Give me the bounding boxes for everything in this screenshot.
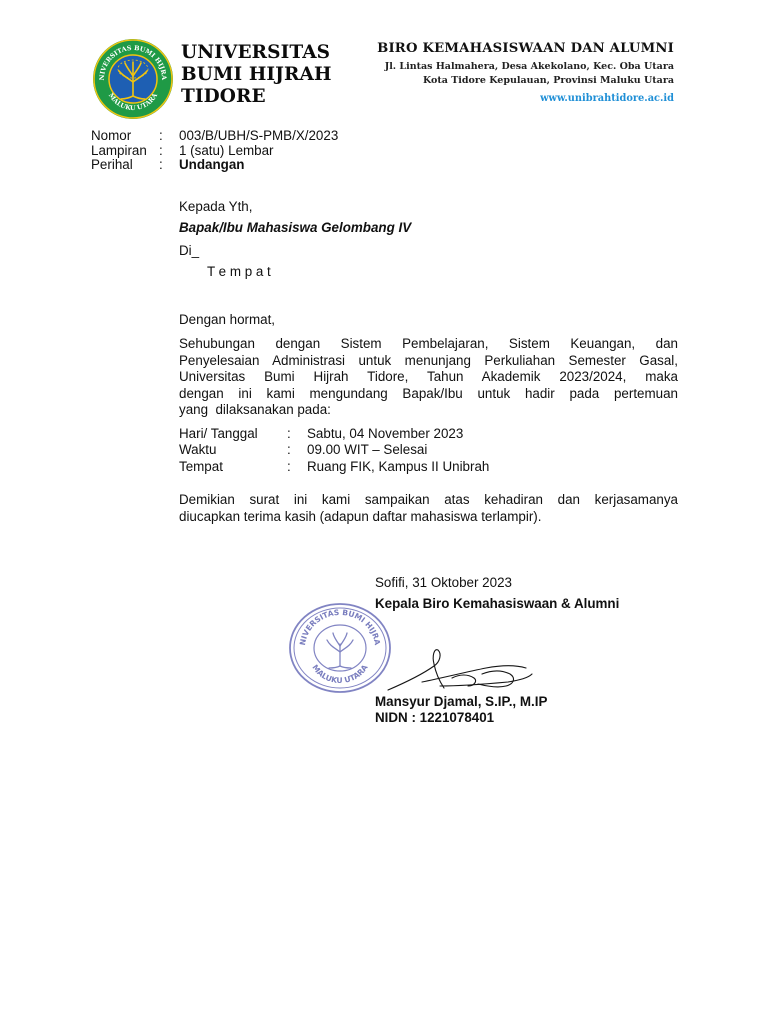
reference-colon: :: [159, 157, 163, 173]
svg-text:UNIVERSITAS BUMI HIJRAH: NIVERSITAS BUMI HIJRA: [298, 607, 382, 647]
bureau-header: [377, 41, 674, 104]
reference-value: 003/B/UBH/S-PMB/X/2023: [179, 128, 339, 143]
reference-row: [91, 158, 338, 173]
detail-key: Tempat: [179, 458, 223, 474]
reference-block: [91, 129, 338, 173]
paragraph-line: Universitas Bumi Hijrah Tidore, Tahun Akademik 2023/2024, maka: [179, 369, 678, 385]
signatory-name: Mansyur Djamal, S.IP., M.IP: [375, 694, 548, 709]
reference-colon: :: [159, 142, 163, 158]
closing-paragraph: [179, 491, 678, 525]
signatory-nidn: NIDN : 1221078401: [375, 710, 495, 725]
paragraph-line: Demikian surat ini kami sampaikan atas kehadiran dan kerjasamanya: [179, 492, 678, 507]
detail-key: Hari/ Tanggal: [179, 426, 258, 441]
reference-value: 1 (satu) Lembar: [179, 142, 274, 158]
detail-row: [179, 442, 489, 458]
svg-text:MALUKU UTARA: MALUKU UTARA: [106, 91, 160, 113]
reference-key: Perihal: [91, 157, 133, 173]
detail-row: [179, 459, 489, 475]
university-name-line: TIDORE: [181, 86, 266, 107]
event-details: [179, 426, 489, 475]
detail-colon: :: [287, 442, 291, 458]
greeting: Dengan hormat,: [179, 312, 276, 327]
detail-value: Sabtu, 04 November 2023: [307, 426, 464, 441]
paragraph-line: Sehubungan dengan Sistem Pembelajaran, Sistem Keuangan, dan: [179, 336, 678, 351]
detail-colon: :: [287, 426, 291, 441]
detail-value: 09.00 WIT – Selesai: [307, 442, 428, 458]
reference-row: [91, 129, 338, 144]
body-paragraph: [179, 336, 678, 419]
reference-key: Nomor: [91, 128, 132, 143]
paragraph-line: Penyelesaian Administrasi untuk menunjang Perkuliahan Semester Gasal,: [179, 352, 678, 368]
university-name: [181, 42, 351, 108]
detail-key: Waktu: [179, 442, 217, 458]
place-date: Sofifi, 31 Oktober 2023: [375, 575, 512, 590]
address-line: Jl. Lintas Halmahera, Desa Akekolano, Kec. Oba Utara: [384, 61, 674, 72]
detail-colon: :: [287, 458, 291, 474]
reference-value: Undangan: [179, 157, 245, 173]
reference-key: Lampiran: [91, 142, 147, 158]
reference-colon: :: [159, 128, 163, 143]
recipient-di: Di_: [179, 243, 200, 258]
bureau-title: BIRO KEMAHASISWAAN DAN ALUMNI: [377, 41, 674, 56]
reference-row: [91, 144, 338, 159]
website-link[interactable]: www.unibrahtidore.ac.id: [540, 93, 674, 104]
signatory-position: Kepala Biro Kemahasiswaan & Alumni: [375, 596, 620, 611]
paragraph-line: diucapkan terima kasih (adapun daftar mahasiswa terlampir).: [179, 509, 542, 524]
university-logo: [92, 38, 174, 120]
svg-text:MALUKU UTARA: MALUKU UTARA: [310, 662, 370, 686]
recipient-name: Bapak/Ibu Mahasiswa Gelombang IV: [179, 220, 412, 235]
address-line: Kota Tidore Kepulauan, Provinsi Maluku Utara: [423, 75, 674, 86]
university-name-line: BUMI HIJRAH: [181, 64, 332, 85]
university-stamp: [287, 602, 393, 694]
detail-row: [179, 426, 489, 442]
paragraph-line: yang dilaksanakan pada:: [179, 402, 331, 418]
detail-value: Ruang FIK, Kampus II Unibrah: [307, 458, 490, 474]
university-name-line: UNIVERSITAS: [181, 42, 331, 63]
salutation: Kepada Yth,: [179, 199, 253, 214]
recipient-place: T e m p a t: [207, 264, 271, 279]
paragraph-line: dengan ini kami mengundang Bapak/Ibu untuk hadir pada pertemuan: [179, 385, 678, 401]
handwritten-signature: [382, 638, 550, 700]
svg-text:UNIVERSITAS BUMI HIJRAH: NIVERSITAS BUMI HIJRA: [97, 43, 169, 81]
